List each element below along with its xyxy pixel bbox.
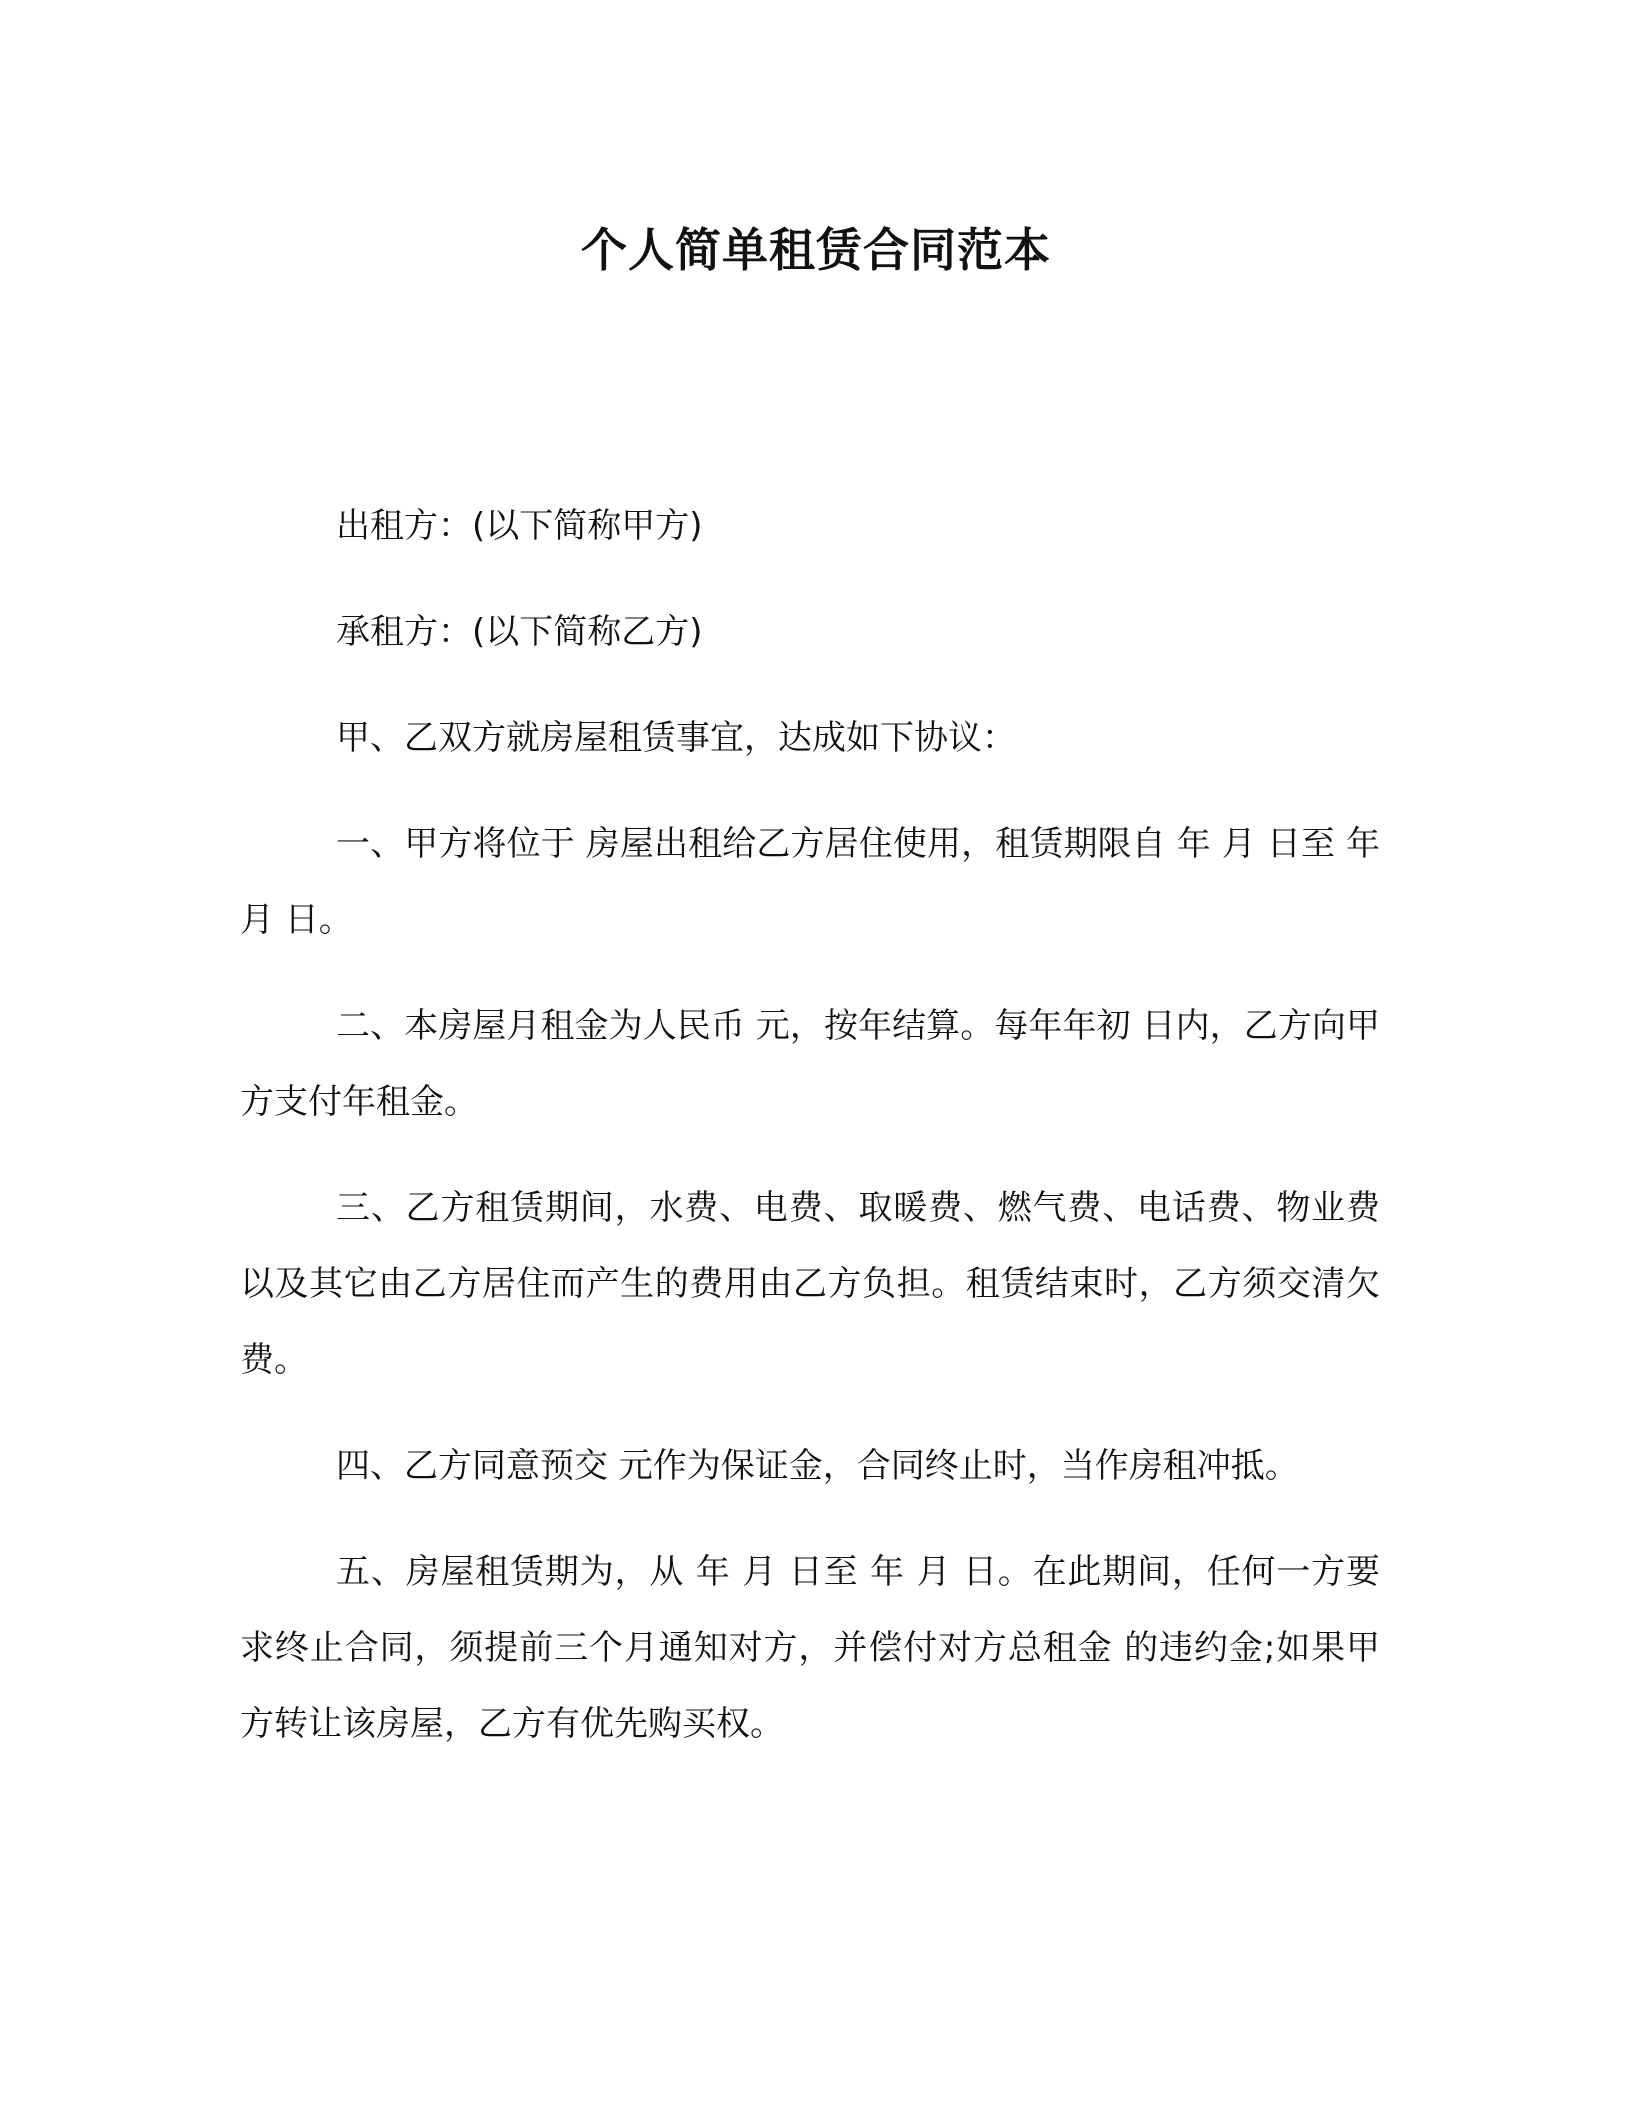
paragraph-clause-2: 二、本房屋月租金为人民币 元，按年结算。每年年初 日内，乙方向甲方支付年租金。 (240, 1006, 1380, 1122)
document-body (240, 488, 1380, 1792)
document-title: 个人简单租赁合同范本 (581, 223, 1051, 277)
paragraph-clause-4: 四、乙方同意预交 元作为保证金，合同终止时，当作房租冲抵。 (336, 1446, 1299, 1486)
paragraph-clause-1: 一、甲方将位于 房屋出租给乙方居住使用，租赁期限自 年 月 日至 年 月 日。 (240, 824, 1380, 940)
paragraph-agreement-intro: 甲、乙双方就房屋租赁事宜，达成如下协议： (336, 718, 1016, 758)
paragraph-clause-5: 五、房屋租赁期为，从 年 月 日至 年 月 日。在此期间，任何一方要求终止合同，须提前三个月通知对方，并偿付对方总租金 的违约金;如果甲方转让该房屋，乙方有优先购买权。 (240, 1552, 1380, 1744)
paragraph-lessee: 承租方：(以下简称乙方) (336, 612, 703, 652)
paragraph-lessor: 出租方：(以下简称甲方) (336, 506, 703, 546)
paragraph-clause-3: 三、乙方租赁期间，水费、电费、取暖费、燃气费、电话费、物业费以及其它由乙方居住而产生的费用由乙方负担。租赁结束时，乙方须交清欠费。 (240, 1188, 1380, 1380)
